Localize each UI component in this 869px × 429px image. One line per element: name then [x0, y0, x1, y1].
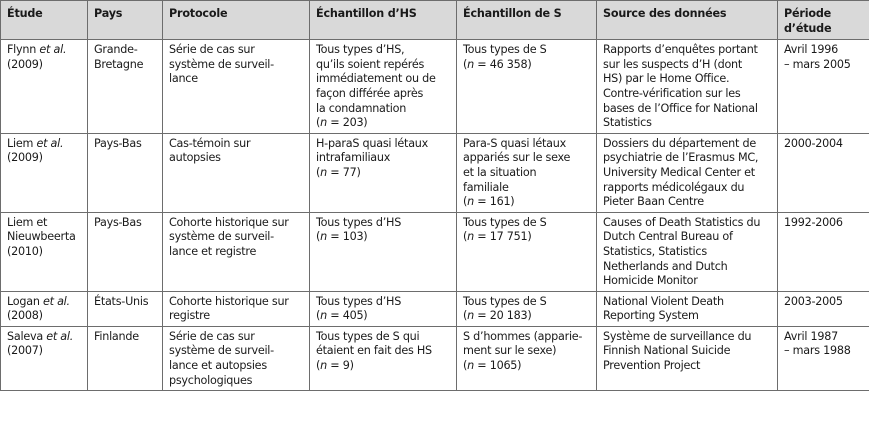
hs-sample-cell [310, 291, 457, 326]
cell-line: Dutch Central Bureau of [603, 230, 733, 244]
hs-sample-cell [310, 212, 457, 291]
study-author: Liem [7, 136, 37, 150]
cell-line: système de surveil- [169, 230, 274, 244]
header-country [88, 1, 163, 40]
cell-line: Contre-vérification sur les [603, 86, 741, 100]
header-s-sample [457, 1, 597, 40]
cell-line: et la situation [463, 165, 537, 179]
study-line [7, 230, 82, 245]
cell-line: Finnish National Suicide [603, 344, 731, 358]
header-text: Période [784, 7, 832, 20]
country-cell [88, 291, 163, 326]
cell-line: lance et autopsies [169, 359, 267, 373]
source-cell [597, 133, 778, 212]
cell-line: appariés sur le sexe [463, 151, 571, 165]
period-cell [778, 212, 869, 291]
country-cell [88, 133, 163, 212]
study-et-al: et al. [43, 294, 70, 308]
study-cell [1, 291, 88, 326]
header-text: Échantillon d’HS [316, 7, 417, 20]
cell-line: autopsies [169, 151, 221, 165]
study-line [7, 151, 82, 166]
protocol-cell [163, 212, 310, 291]
cell-line: 1992-2006 [784, 215, 843, 229]
period-cell [778, 40, 869, 134]
cell-line: Cohorte historique sur [169, 294, 289, 308]
cell-line: étaient en fait des HS [316, 344, 432, 358]
cell-line: (n = 9) [316, 359, 354, 373]
cell-line: Avril 1987 [784, 329, 838, 343]
country-cell [88, 212, 163, 291]
study-cell [1, 40, 88, 134]
cell-line: psychiatrie de l’Erasmus MC, [603, 151, 759, 165]
cell-line: S d’hommes (apparie- [463, 329, 583, 343]
cell-line: Tous types de S qui [316, 329, 420, 343]
s-sample-cell [457, 133, 597, 212]
period-cell [778, 326, 869, 390]
study-line [7, 295, 82, 310]
cell-line: intrafamiliaux [316, 151, 391, 165]
study-author: Liem et [7, 215, 48, 229]
cell-line: – mars 1988 [784, 344, 851, 358]
cell-line: familiale [463, 180, 509, 194]
cell-line: système de surveil- [169, 57, 274, 71]
study-author: Saleva [7, 329, 47, 343]
cell-line: Tous types de S [463, 215, 547, 229]
cell-line: (n = 405) [316, 309, 368, 323]
s-sample-cell [457, 40, 597, 134]
study-author: (2007) [7, 344, 43, 358]
study-author: Flynn [7, 43, 40, 57]
cell-line: Bretagne [94, 57, 144, 71]
cell-line: Tous types d’HS [316, 215, 402, 229]
study-author: (2009) [7, 151, 43, 165]
cell-line: Pays-Bas [94, 136, 142, 150]
cell-line: Prevention Project [603, 359, 701, 373]
hs-sample-cell [310, 133, 457, 212]
cell-line: Causes of Death Statistics du [603, 215, 761, 229]
study-author: (2008) [7, 309, 43, 323]
cell-line: Netherlands and Dutch [603, 259, 728, 273]
cell-line: Para-S quasi létaux [463, 136, 566, 150]
cell-line: Grande- [94, 43, 138, 57]
study-line [7, 58, 82, 73]
country-cell [88, 326, 163, 390]
cell-line: lance [169, 72, 198, 86]
source-cell [597, 40, 778, 134]
cell-line: Homicide Monitor [603, 274, 698, 288]
header-text: d’étude [784, 21, 832, 35]
s-sample-cell [457, 326, 597, 390]
cell-line: Tous types d’HS, [316, 43, 405, 57]
protocol-cell [163, 133, 310, 212]
cell-line: États-Unis [94, 294, 149, 308]
cell-line: registre [169, 309, 210, 323]
cell-line: H-paraS quasi létaux [316, 136, 429, 150]
cell-line: 2000-2004 [784, 136, 843, 150]
study-author: (2010) [7, 244, 43, 258]
country-cell [88, 40, 163, 134]
cell-line: (n = 46 358) [463, 57, 532, 71]
study-cell [1, 326, 88, 390]
hs-sample-cell [310, 40, 457, 134]
cell-line: Cas-témoin sur [169, 136, 251, 150]
cell-line: ment sur le sexe) [463, 344, 557, 358]
cell-line: – mars 2005 [784, 57, 851, 71]
header-text: Protocole [169, 7, 228, 20]
cell-line: (n = 161) [463, 195, 515, 209]
study-author: Nieuwbeerta [7, 230, 76, 244]
s-sample-cell [457, 212, 597, 291]
header-study [1, 1, 88, 40]
cell-line: 2003-2005 [784, 294, 843, 308]
header-protocol [163, 1, 310, 40]
period-cell [778, 133, 869, 212]
study-et-al: et al. [46, 329, 74, 343]
study-line [7, 309, 82, 324]
table-body [1, 40, 869, 391]
header-hs-sample [310, 1, 457, 40]
table-row [1, 212, 869, 291]
cell-line: (n = 203) [316, 116, 368, 130]
cell-line: Série de cas sur [169, 329, 255, 343]
study-author: (2009) [7, 57, 43, 71]
study-cell [1, 133, 88, 212]
cell-line: Pays-Bas [94, 215, 142, 229]
period-cell [778, 291, 869, 326]
study-cell [1, 212, 88, 291]
hs-sample-cell [310, 326, 457, 390]
cell-line: Tous types de S [463, 43, 547, 57]
protocol-cell [163, 326, 310, 390]
cell-line: Avril 1996 [784, 43, 838, 57]
cell-line: système de surveil- [169, 344, 274, 358]
study-author: Logan [7, 294, 43, 308]
source-cell [597, 212, 778, 291]
s-sample-cell [457, 291, 597, 326]
cell-line: HS) par le Home Office. [603, 72, 730, 86]
study-line [7, 245, 82, 260]
cell-line: Statistics, Statistics [603, 244, 707, 258]
cell-line: National Violent Death [603, 294, 724, 308]
header-text: Échantillon de S [463, 7, 562, 20]
table-row [1, 133, 869, 212]
cell-line: façon différée après [316, 86, 424, 100]
study-line [7, 43, 82, 58]
cell-line: University Medical Center et [603, 165, 755, 179]
study-line [7, 344, 82, 359]
source-cell [597, 291, 778, 326]
cell-line: (n = 103) [316, 230, 368, 244]
cell-line: lance et registre [169, 244, 257, 258]
study-et-al: et al. [36, 136, 64, 150]
table-row [1, 40, 869, 134]
cell-line: Série de cas sur [169, 43, 255, 57]
header-row [1, 1, 869, 40]
study-line [7, 137, 82, 152]
cell-line: psychologiques [169, 373, 253, 387]
cell-line: qu’ils soient repérés [316, 57, 425, 71]
table-row [1, 291, 869, 326]
cell-line: Tous types d’HS [316, 294, 402, 308]
cell-line: Tous types de S [463, 294, 547, 308]
cell-line: sur les suspects d’H (dont [603, 57, 743, 71]
table-row [1, 326, 869, 390]
source-cell [597, 326, 778, 390]
cell-line: Dossiers du département de [603, 136, 756, 150]
cell-line: bases de l’Office for National [603, 101, 758, 115]
cell-line: Système de surveillance du [603, 329, 752, 343]
header-text: Source des données [603, 7, 727, 20]
header-text: Étude [7, 7, 43, 20]
cell-line: (n = 20 183) [463, 309, 532, 323]
study-line [7, 216, 82, 231]
cell-line: (n = 17 751) [463, 230, 532, 244]
study-line [7, 330, 82, 345]
cell-line: Statistics [603, 116, 652, 130]
cell-line: la condamnation [316, 101, 407, 115]
cell-line: (n = 1065) [463, 359, 522, 373]
cell-line: Finlande [94, 329, 139, 343]
study-et-al: et al. [39, 43, 67, 57]
cell-line: immédiatement ou de [316, 72, 436, 86]
header-period [778, 1, 869, 40]
cell-line: rapports médicolégaux du [603, 180, 745, 194]
cell-line: Cohorte historique sur [169, 215, 289, 229]
header-source [597, 1, 778, 40]
cell-line: Rapports d’enquêtes portant [603, 43, 758, 57]
cell-line: Pieter Baan Centre [603, 195, 704, 209]
protocol-cell [163, 40, 310, 134]
cell-line: (n = 77) [316, 165, 361, 179]
protocol-cell [163, 291, 310, 326]
header-text: Pays [94, 7, 123, 20]
cell-line: Reporting System [603, 309, 699, 323]
